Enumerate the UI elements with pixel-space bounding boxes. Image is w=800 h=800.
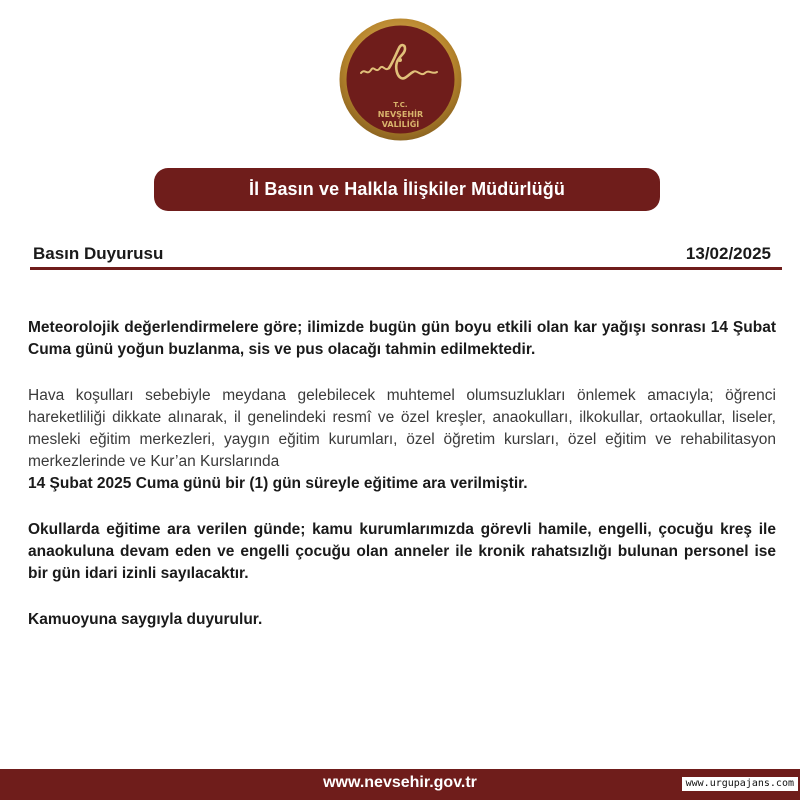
footer-bar	[0, 769, 800, 800]
website-link[interactable]: www.nevsehir.gov.tr	[323, 774, 477, 791]
closing-line: Kamuoyuna saygıyla duyurulur.	[28, 611, 263, 628]
logo-city-text: NEVŞEHİR	[377, 110, 424, 119]
document-date: 13/02/2025	[685, 244, 771, 263]
department-title: İl Basın ve Halkla İlişkiler Müdürlüğü	[249, 179, 565, 199]
lead-paragraph: Meteorolojik değerlendirmelere göre; ilimizde bugün gün boyu etkili olan kar yağışı sonrası 14 Şubat Cuma günü yoğun buzlanma, sis ve pus olacağı tahmin edilmektedir.	[28, 319, 776, 358]
logo-office-text: VALİLİĞİ	[381, 120, 420, 129]
nevsehir-governorship-logo	[339, 18, 462, 141]
watermark-label: www.urgupajans.com	[682, 777, 798, 791]
paragraph-1-decision: 14 Şubat 2025 Cuma günü bir (1) gün süreyle eğitime ara verilmiştir.	[28, 475, 528, 492]
announcement-body	[28, 317, 776, 631]
department-banner	[154, 168, 660, 211]
announcement-header	[30, 241, 782, 269]
paragraph-1: Hava koşulları sebebiyle meydana gelebilecek muhtemel olumsuzlukları önlemek amacıyla; öğrenci hareketliliği dikkate alınarak, il genelindeki resmî ve özel kreşler, anaokulları, ilkokullar, ortaokullar, liseler, mesleki eğitim merkezleri, yaygın eğitim kurumları, özel öğretim kursları, özel eğitim ve rehabilitasyon merkezlerinde ve Kur’an Kurslarında	[28, 387, 776, 470]
header-divider	[30, 267, 782, 270]
paragraph-2: Okullarda eğitime ara verilen günde; kamu kurumlarımızda görevli hamile, engelli, çocuğu kreş ile anaokuluna devam eden ve engelli çocuğu olan anneler ile kronik rahatsızlığı bulunan personel ise bir gün idari izinli sayılacaktır.	[28, 521, 776, 582]
document-type-label: Basın Duyurusu	[33, 244, 164, 263]
logo-tc-text: T.C.	[393, 101, 408, 109]
